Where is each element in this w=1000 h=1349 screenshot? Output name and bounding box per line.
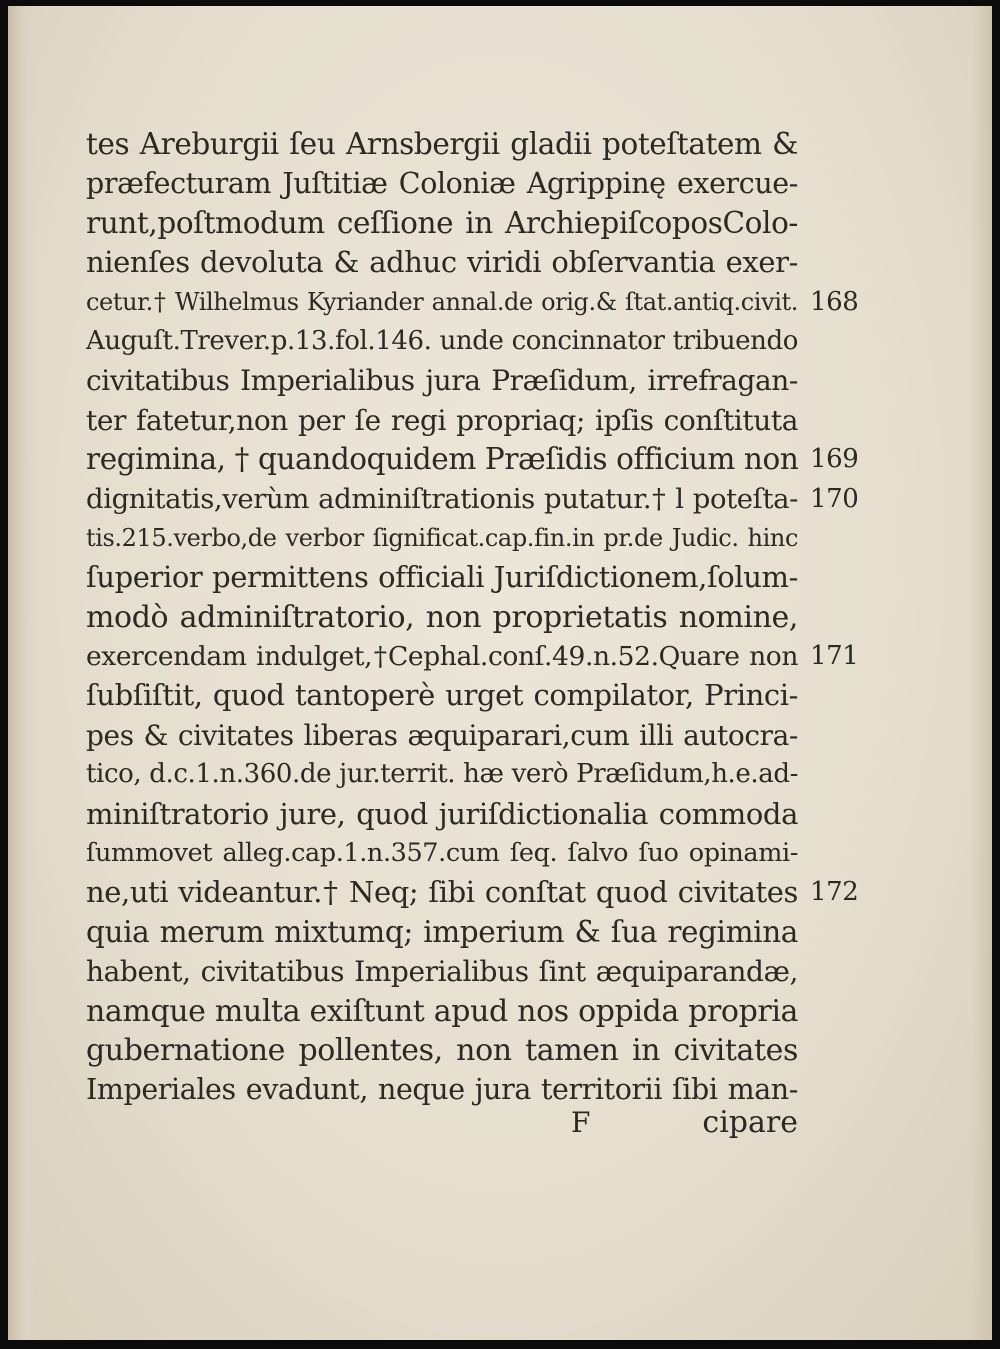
text-line bbox=[86, 243, 856, 282]
text-line bbox=[86, 125, 856, 164]
line-text: præfecturam Juſtitiæ Coloniæ Agrippinę exercue- bbox=[86, 167, 798, 201]
line-text: civitatibus Imperialibus jura Præſidum, irrefragan- bbox=[86, 364, 798, 398]
line-text: pes & civitates liberas æquiparari,cum illi autocra- bbox=[86, 718, 798, 752]
catchword: cipare bbox=[702, 1105, 798, 1140]
line-text: habent, civitatibus Imperialibus ſint æquiparandæ, bbox=[86, 955, 798, 989]
line-text: exercendam indulget,†Cephal.conſ.49.n.52.Quare non bbox=[86, 641, 798, 673]
text-line bbox=[86, 283, 859, 322]
text-line bbox=[86, 480, 859, 519]
text-line bbox=[86, 952, 856, 991]
text-line bbox=[86, 1031, 856, 1070]
line-text: tes Areburgii ſeu Arnsbergii gladii poteſtatem & bbox=[86, 127, 798, 161]
line-text: ne,uti videantur.† Neq; ſibi conſtat quod civitates bbox=[86, 875, 798, 910]
text-line bbox=[86, 322, 856, 361]
line-text: modò adminiſtratorio, non proprietatis nomine, bbox=[86, 599, 798, 635]
text-line bbox=[86, 676, 856, 715]
page-gutter-shadow bbox=[8, 6, 38, 1340]
text-line bbox=[86, 716, 856, 755]
text-line bbox=[86, 164, 856, 203]
line-text: regimina, † quandoquidem Præſidis officium non bbox=[86, 442, 798, 477]
book-page bbox=[8, 6, 992, 1340]
line-text: nienſes devoluta & adhuc viridi obſervantia exer- bbox=[86, 245, 798, 280]
line-text: Imperiales evadunt, neque jura territorii ſibi man- bbox=[86, 1073, 798, 1107]
line-text: miniſtratorio jure, quod juriſdictionalia commoda bbox=[86, 796, 798, 831]
text-line bbox=[86, 755, 856, 794]
text-line bbox=[86, 204, 856, 243]
text-line bbox=[86, 637, 859, 676]
margin-note-number: 171 bbox=[810, 641, 859, 672]
text-line bbox=[86, 558, 856, 597]
text-line bbox=[86, 401, 856, 440]
line-text: quia merum mixtumq; imperium & ſua regimina bbox=[86, 914, 798, 949]
text-line bbox=[86, 361, 856, 400]
margin-note-number: 168 bbox=[810, 286, 859, 317]
line-text: ſubſiſtit, quod tantoperè urget compilator, Princi- bbox=[86, 678, 798, 713]
text-line bbox=[86, 795, 856, 834]
text-line bbox=[86, 992, 856, 1031]
line-text: ſuperior permittens officiali Juriſdictionem,ſolum- bbox=[86, 560, 798, 595]
margin-note-number: 172 bbox=[810, 877, 859, 908]
line-text: ter fatetur,non per ſe regi propriaq; ipſis conſtituta bbox=[86, 403, 798, 437]
margin-note-number: 169 bbox=[810, 444, 859, 475]
page-edge-shadow bbox=[970, 6, 992, 1340]
line-text: tico, d.c.1.n.360.de jur.territ. hæ verò Præſidum,h.e.ad- bbox=[86, 759, 798, 790]
page-footer-line bbox=[86, 1103, 798, 1143]
text-line bbox=[86, 440, 859, 479]
line-text: gubernatione pollentes, non tamen in civitates bbox=[86, 1032, 798, 1068]
text-line bbox=[86, 873, 859, 912]
text-line bbox=[86, 519, 856, 558]
line-text: tis.215.verbo,de verbor ſignificat.cap.fin.in pr.de Judic. hinc bbox=[86, 523, 798, 552]
main-text-block bbox=[86, 125, 859, 1110]
line-text: runt,poſtmodum ceſſione in ArchiepiſcoposColo- bbox=[86, 205, 798, 240]
text-line bbox=[86, 834, 856, 873]
margin-note-number: 170 bbox=[810, 483, 859, 514]
line-text: ſummovet alleg.cap.1.n.357.cum ſeq. ſalvo ſuo opinami- bbox=[86, 838, 798, 869]
line-text: dignitatis,verùm adminiſtrationis putatur.† l poteſta- bbox=[86, 482, 798, 515]
text-line bbox=[86, 598, 856, 637]
signature-mark: F bbox=[571, 1106, 591, 1139]
line-text: Auguſt.Trever.p.13.fol.146. unde concinnator tribuendo bbox=[86, 325, 798, 356]
text-line bbox=[86, 913, 856, 952]
line-text: cetur.† Wilhelmus Kyriander annal.de orig.& ſtat.antiq.civit. bbox=[86, 287, 798, 316]
line-text: namque multa exiſtunt apud nos oppida propria bbox=[86, 993, 798, 1029]
